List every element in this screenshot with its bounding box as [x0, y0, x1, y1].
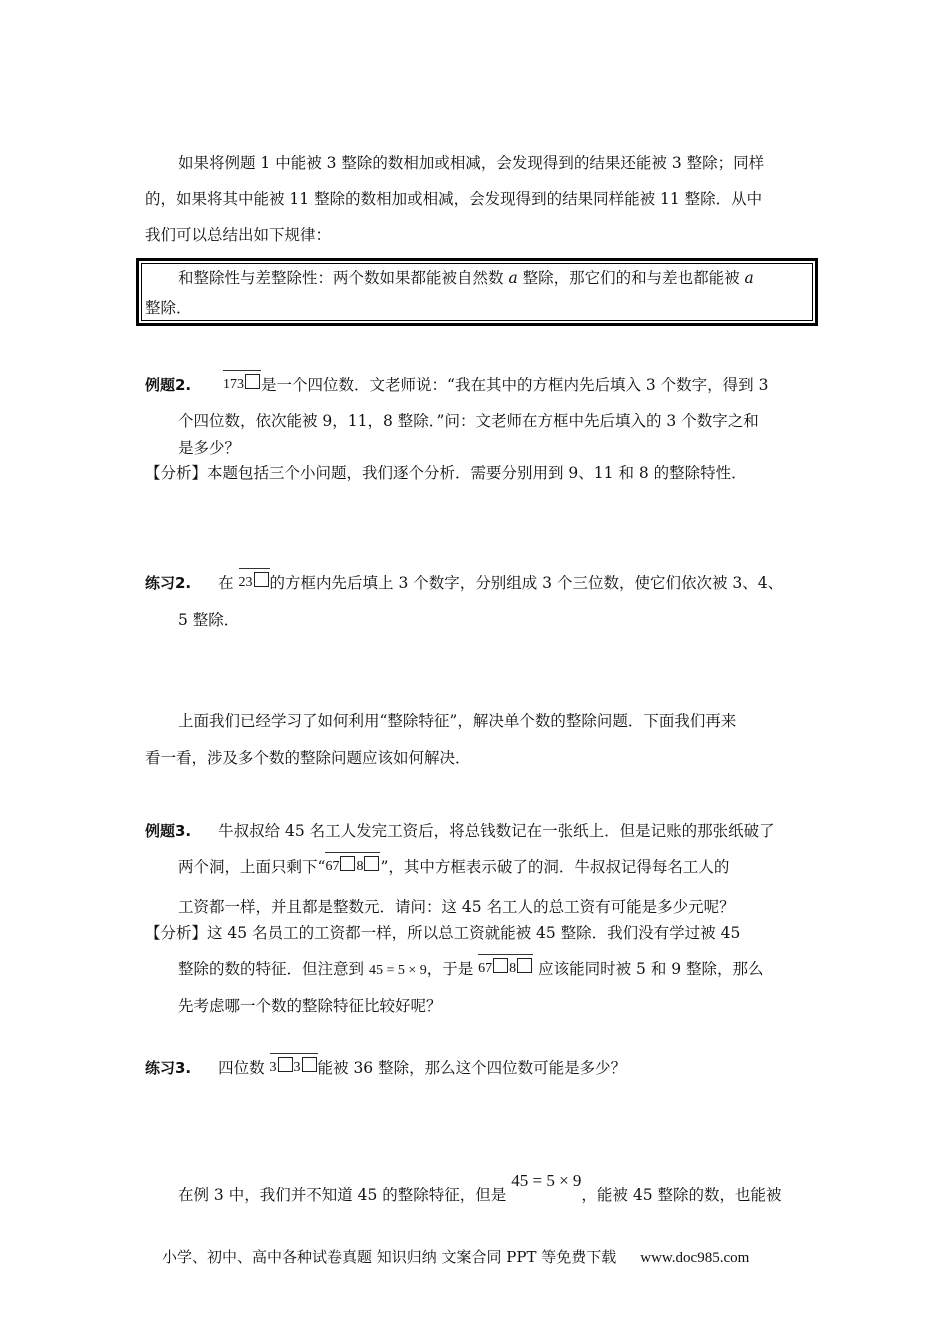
rule-text-a: 和整除性与差整除性：两个数如果都能被自然数	[178, 269, 509, 287]
equation-45: 45 = 5 × 9	[368, 963, 427, 978]
number-8: 8	[356, 859, 364, 874]
bottom-text-a: 在例 3 中，我们并不知道 45 的整除特征，但是	[178, 1186, 512, 1204]
intro-line-3: 我们可以总结出如下规律：	[145, 226, 332, 244]
practice-3-pre: 四位数	[218, 1059, 270, 1077]
blank-box	[254, 572, 269, 587]
blank-box	[278, 1057, 293, 1072]
digit-3a: 3	[269, 1060, 277, 1075]
mid-line-2: 看一看，涉及多个数的整除问题应该如何解决．	[145, 749, 471, 767]
example-2-text-1: 是一个四位数．文老师说：“我在其中的方框内先后填入 3 个数字，得到 3	[261, 376, 769, 394]
example-3-analysis-3: 先考虑哪一个数的整除特征比较好呢？	[178, 997, 442, 1015]
rule-var-a2: a	[744, 269, 754, 287]
example-3-analysis-2a: 整除的数的特征．但注意到	[178, 960, 369, 978]
number-8: 8	[509, 961, 517, 976]
rule-line-2: 整除．	[145, 299, 192, 317]
example-2-line-1	[145, 372, 768, 396]
blank-box	[245, 374, 260, 389]
mid-line-1: 上面我们已经学习了如何利用“整除特征”，解决单个数的整除问题．下面我们再来	[178, 712, 737, 730]
example-2-line-3: 是多少？	[178, 439, 241, 457]
example-3-label: 例题3.	[145, 822, 192, 840]
practice-2-line-1	[145, 570, 783, 594]
footer-url[interactable]: www.doc985.com	[640, 1250, 750, 1266]
bottom-line-1	[178, 1171, 782, 1206]
equation-45-large: 45 = 5 × 9	[511, 1171, 582, 1190]
practice-3-line-1	[145, 1055, 626, 1079]
blank-box	[517, 958, 532, 973]
rule-var-a: a	[508, 269, 518, 287]
example-3-analysis-2b: ，于是	[426, 960, 479, 978]
number-67: 67	[325, 859, 340, 874]
bottom-text-b: ，能被 45 整除的数，也能被	[581, 1186, 782, 1204]
practice-2-label: 练习2.	[145, 574, 192, 592]
example-3-line-3: 工资都一样，并且都是整数元．请问：这 45 名工人的总工资有可能是多少元呢？	[178, 898, 735, 916]
overline-number-67-8-b	[478, 956, 533, 980]
rule-text-b: 整除，那它们的和与差也都能被	[517, 269, 745, 287]
practice-2-text-1: 的方框内先后填上 3 个数字，分别组成 3 个三位数，使它们依次被 3、4、	[269, 574, 784, 592]
practice-3-text: 能被 36 整除，那么这个四位数可能是多少？	[317, 1059, 627, 1077]
example-3-analysis-2c: 应该能同时被 5 和 9 整除，那么	[533, 960, 764, 978]
intro-line-1: 如果将例题 1 中能被 3 整除的数相加或相减，会发现得到的结果还能被 3 整除；同样	[178, 154, 765, 172]
blank-box	[302, 1057, 317, 1072]
example-2-line-2: 个四位数，依次能被 9，11，8 整除．”问：文老师在方框中先后填入的 3 个数字之和	[178, 412, 759, 430]
number-67: 67	[478, 961, 493, 976]
blank-box	[364, 856, 379, 871]
number-23: 23	[238, 575, 253, 590]
example-3-analysis-2	[178, 956, 764, 982]
example-3-text-2b: ”，其中方框表示破了的洞．牛叔叔记得每名工人的	[380, 858, 730, 876]
blank-box	[340, 856, 355, 871]
example-3-line-2	[178, 854, 729, 878]
overline-number-23	[239, 570, 270, 594]
overline-number-173	[223, 372, 261, 396]
practice-2-line-2: 5 整除．	[178, 611, 240, 629]
blank-box	[493, 958, 508, 973]
overline-number-3-3	[270, 1055, 318, 1079]
practice-3-label: 练习3.	[145, 1059, 192, 1077]
example-3-analysis-1: 【分析】这 45 名员工的工资都一样，所以总工资就能被 45 整除．我们没有学过被 45	[145, 924, 741, 942]
overline-number-67-8	[325, 854, 380, 878]
rule-line-1	[178, 267, 754, 289]
example-3-text-2a: 两个洞，上面只剩下“	[178, 858, 326, 876]
footer	[162, 1246, 749, 1269]
digit-3b: 3	[293, 1060, 301, 1075]
footer-text: 小学、初中、高中各种试卷真题 知识归纳 文案合同 PPT 等免费下载	[162, 1248, 617, 1266]
example-2-label: 例题2.	[145, 376, 192, 394]
practice-2-pre: 在	[218, 574, 239, 592]
example-3-text-1: 牛叔叔给 45 名工人发完工资后，将总钱数记在一张纸上．但是记账的那张纸破了	[218, 822, 775, 840]
example-2-analysis: 【分析】本题包括三个小问题，我们逐个分析．需要分别用到 9、11 和 8 的整除特性．	[145, 464, 747, 482]
intro-line-2: 的，如果将其中能被 11 整除的数相加或相减，会发现得到的结果同样能被 11 整除．从中	[145, 190, 763, 208]
number-173: 173	[223, 377, 245, 392]
example-3-line-1	[145, 820, 775, 842]
